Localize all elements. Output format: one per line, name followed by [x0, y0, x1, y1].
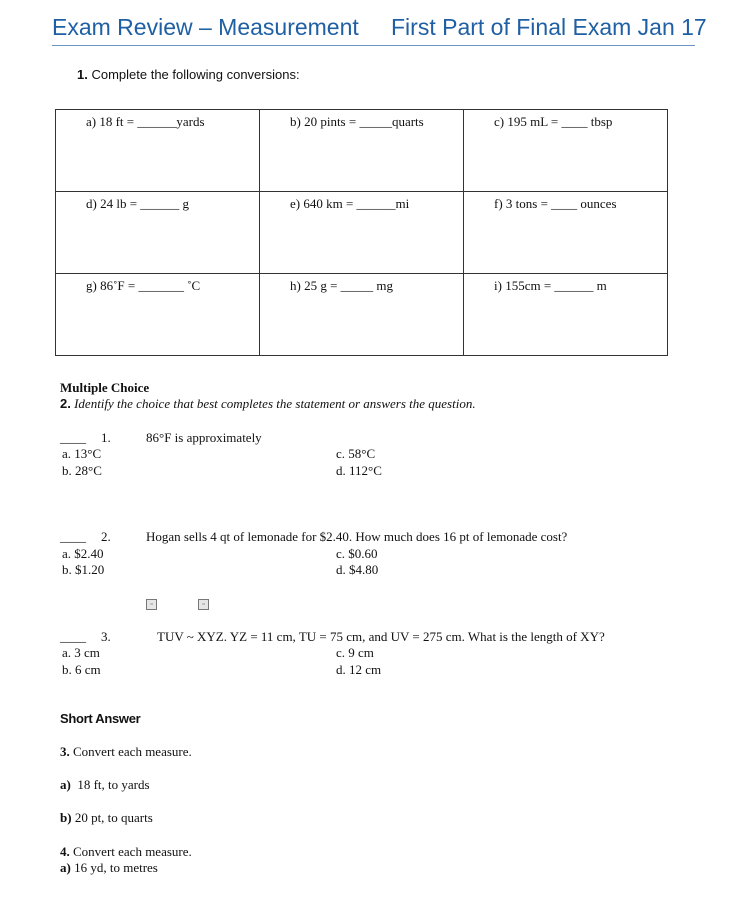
mc-q3-blank: ____	[60, 629, 86, 644]
conversion-cell-b: b) 20 pints = _____quarts	[260, 110, 464, 192]
conversion-cell-d: d) 24 lb = ______ g	[56, 192, 260, 274]
mc-heading: Multiple Choice	[60, 380, 150, 395]
sa-q3a-text: 18 ft, to yards	[77, 777, 150, 792]
conversion-table	[55, 109, 668, 356]
mc-instruction-line	[60, 396, 476, 412]
mc-q1-option-b: b. 28°C	[62, 463, 102, 478]
conversion-cell-f: f) 3 tons = ____ ounces	[464, 192, 668, 274]
conversion-cell-c: c) 195 mL = ____ tbsp	[464, 110, 668, 192]
conversion-cell-g: g) 86˚F = _______ ˚C	[56, 274, 260, 356]
sa-q3-number: 3.	[60, 744, 70, 759]
mc-q3-option-a: a. 3 cm	[62, 645, 100, 660]
sa-q3-text: Convert each measure.	[73, 744, 192, 759]
mc-q2-blank: ____	[60, 529, 86, 544]
header-rule	[52, 45, 695, 46]
q1-text: Complete the following conversions:	[91, 67, 300, 82]
sa-q4-text: Convert each measure.	[73, 844, 192, 859]
mc-q1-number: 1.	[101, 430, 111, 445]
sa-q3b-text: 20 pt, to quarts	[74, 810, 153, 825]
mc-q1-option-d: d. 112°C	[336, 463, 382, 478]
conversion-cell-h: h) 25 g = _____ mg	[260, 274, 464, 356]
mc-number: 2.	[60, 396, 71, 411]
q1-prompt	[77, 67, 300, 82]
image-placeholder-icon: ▫	[198, 599, 209, 610]
mc-q1-option-c: c. 58°C	[336, 446, 376, 461]
mc-q2-option-a: a. $2.40	[62, 546, 104, 561]
sa-q3a	[60, 777, 150, 793]
mc-q2-option-b: b. $1.20	[62, 562, 105, 577]
mc-q3-text: TUV ~ XYZ. YZ = 11 cm, TU = 75 cm, and UV = 275 cm. What is the length of XY?	[157, 629, 605, 644]
sa-q4a	[60, 860, 158, 876]
sa-q3	[60, 744, 192, 760]
conversion-cell-i: i) 155cm = ______ m	[464, 274, 668, 356]
sa-q4a-text: 16 yd, to metres	[74, 860, 158, 875]
sa-q3b	[60, 810, 153, 826]
mc-q3-option-b: b. 6 cm	[62, 662, 101, 677]
sa-q3a-label: a)	[60, 777, 71, 792]
mc-q3-option-d: d. 12 cm	[336, 662, 382, 677]
mc-q1-text: 86°F is approximately	[146, 430, 262, 445]
short-answer-heading: Short Answer	[60, 711, 141, 726]
mc-q2-option-c: c. $0.60	[336, 546, 378, 561]
sa-q4a-label: a)	[60, 860, 71, 875]
mc-q2-number: 2.	[101, 529, 111, 544]
mc-q3-number: 3.	[101, 629, 111, 644]
sa-q4	[60, 844, 192, 860]
sa-q4-number: 4.	[60, 844, 70, 859]
mc-q2-text: Hogan sells 4 qt of lemonade for $2.40. How much does 16 pt of lemonade cost?	[146, 529, 568, 544]
mc-q2-option-d: d. $4.80	[336, 562, 379, 577]
conversion-cell-e: e) 640 km = ______mi	[260, 192, 464, 274]
image-placeholder-icon: ▫	[146, 599, 157, 610]
page-title: Exam Review – Measurement	[52, 14, 359, 40]
sa-q3b-label: b)	[60, 810, 72, 825]
page-subtitle: First Part of Final Exam Jan 17	[391, 14, 707, 40]
conversion-cell-a: a) 18 ft = ______yards	[56, 110, 260, 192]
mc-q3-option-c: c. 9 cm	[336, 645, 374, 660]
mc-q1-blank: ____	[60, 430, 86, 445]
q1-number: 1.	[77, 67, 88, 82]
mc-q1-option-a: a. 13°C	[62, 446, 102, 461]
mc-instruction: Identify the choice that best completes the statement or answers the question.	[74, 396, 476, 411]
